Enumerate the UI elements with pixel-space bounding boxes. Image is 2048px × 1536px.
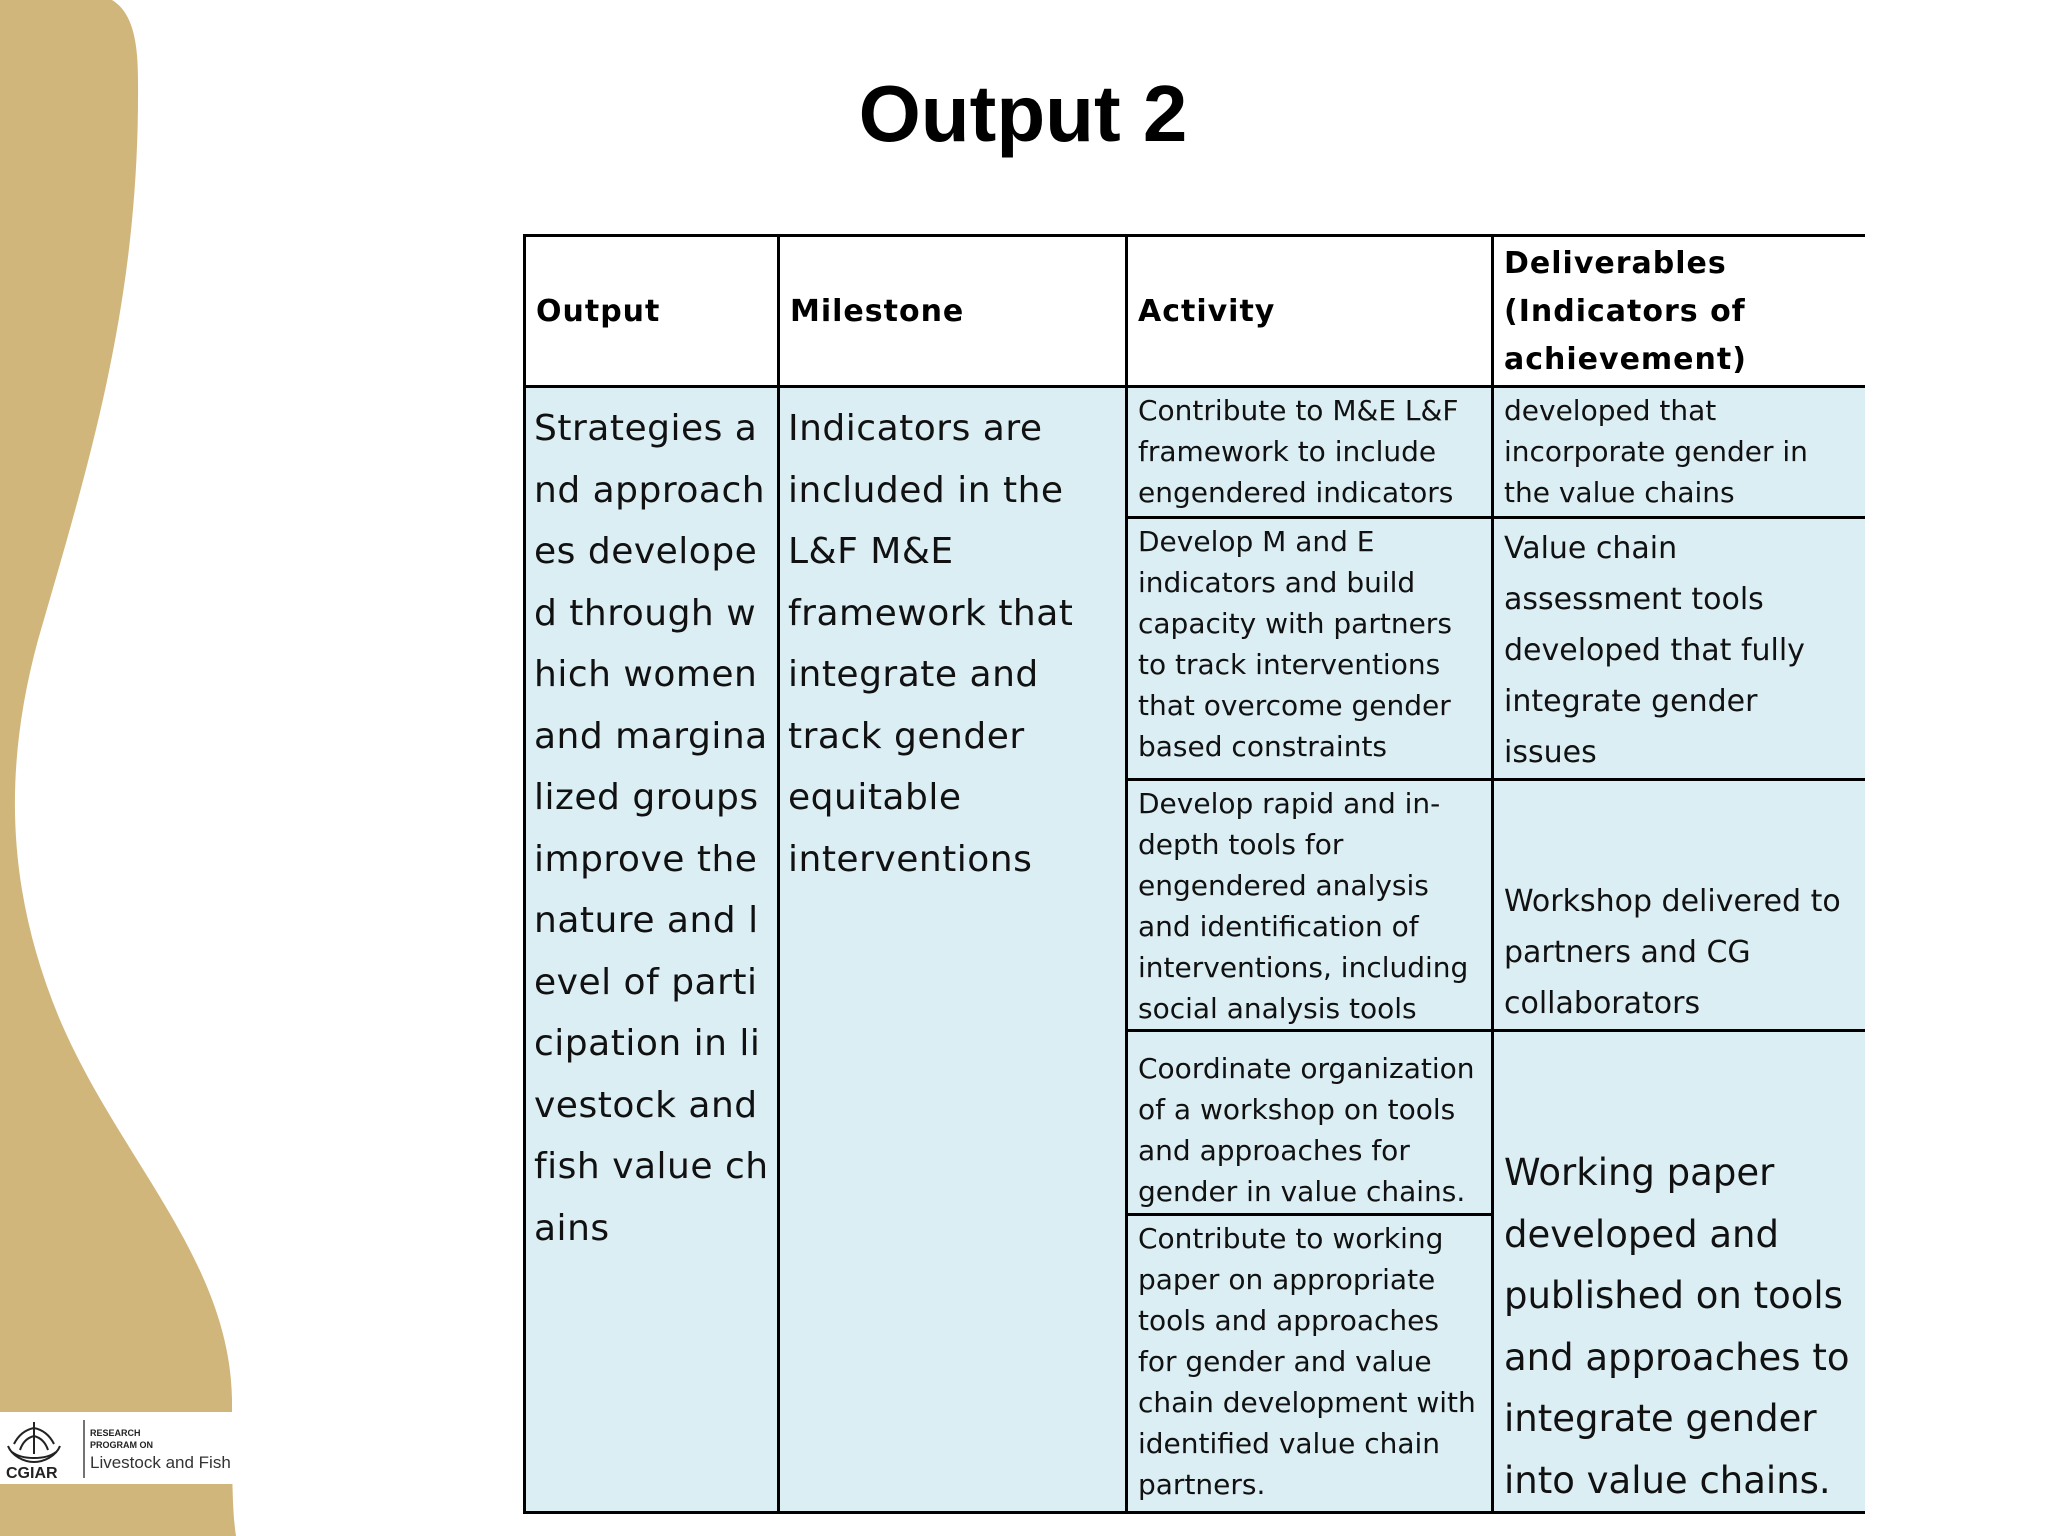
logo-line-2: PROGRAM ON — [90, 1440, 153, 1450]
logo-program: Livestock and Fish — [90, 1453, 231, 1472]
activity-cell — [1127, 1031, 1493, 1215]
logo-brand: CGIAR — [6, 1465, 58, 1482]
activity-cell — [1127, 1215, 1493, 1513]
cgiar-logo-icon — [0, 1412, 240, 1484]
output-text: Strategies and approaches developed through which women and marginalized groups improve the nature and level of participation in livestock and fish value chains — [534, 408, 769, 1249]
activity-cell — [1127, 518, 1493, 780]
header-output: Output — [525, 236, 779, 387]
activity-text: Contribute to M&E L&F framework to include engendered indicators — [1138, 394, 1459, 509]
header-deliverables-line-3: achievement) — [1504, 342, 1747, 377]
header-milestone: Milestone — [779, 236, 1127, 387]
activity-text: Contribute to working paper on appropriate tools and approaches for gender and value chain development with identified value chain partners. — [1138, 1222, 1476, 1502]
milestone-text: Indicators are included in the L&F M&E framework that integrate and track gender equitable interventions — [788, 408, 1074, 880]
output-cell — [525, 387, 779, 1513]
header-deliverables-line-2: (Indicators of — [1504, 294, 1746, 329]
activity-cell — [1127, 387, 1493, 518]
activity-cell — [1127, 780, 1493, 1031]
header-deliverables — [1493, 236, 1865, 387]
table-row — [525, 387, 1865, 518]
logo-line-1: RESEARCH — [90, 1428, 141, 1438]
deliverable-text: Working paper developed and published on tools and approaches to integrate gender into value chains. — [1504, 1151, 1850, 1502]
deliverable-cell — [1493, 780, 1865, 1031]
header-row — [525, 236, 1865, 387]
decorative-wave — [0, 0, 260, 1536]
deliverable-cell — [1493, 518, 1865, 780]
deliverable-text: Workshop delivered to partners and CG collaborators — [1504, 884, 1841, 1021]
activity-text: Coordinate organization of a workshop on tools and approaches for gender in value chains. — [1138, 1052, 1475, 1208]
header-activity: Activity — [1127, 236, 1493, 387]
deliverable-text: Value chain assessment tools developed that fully integrate gender issues — [1504, 531, 1805, 770]
header-deliverables-line-1: Deliverables — [1504, 246, 1727, 281]
deliverable-text: developed that incorporate gender in the value chains — [1504, 394, 1808, 509]
deliverable-cell — [1493, 1031, 1865, 1513]
deliverable-cell — [1493, 387, 1865, 518]
activity-text: Develop rapid and in-depth tools for engendered analysis and identification of interventions, including social analysis tools — [1138, 787, 1469, 1025]
slide-title: Output 2 — [858, 69, 1188, 158]
activity-text: Develop M and E indicators and build capacity with partners to track interventions that overcome gender based constraints — [1138, 525, 1452, 763]
milestone-cell — [779, 387, 1127, 1513]
program-logo — [0, 1412, 240, 1484]
output-table — [523, 234, 1865, 1514]
